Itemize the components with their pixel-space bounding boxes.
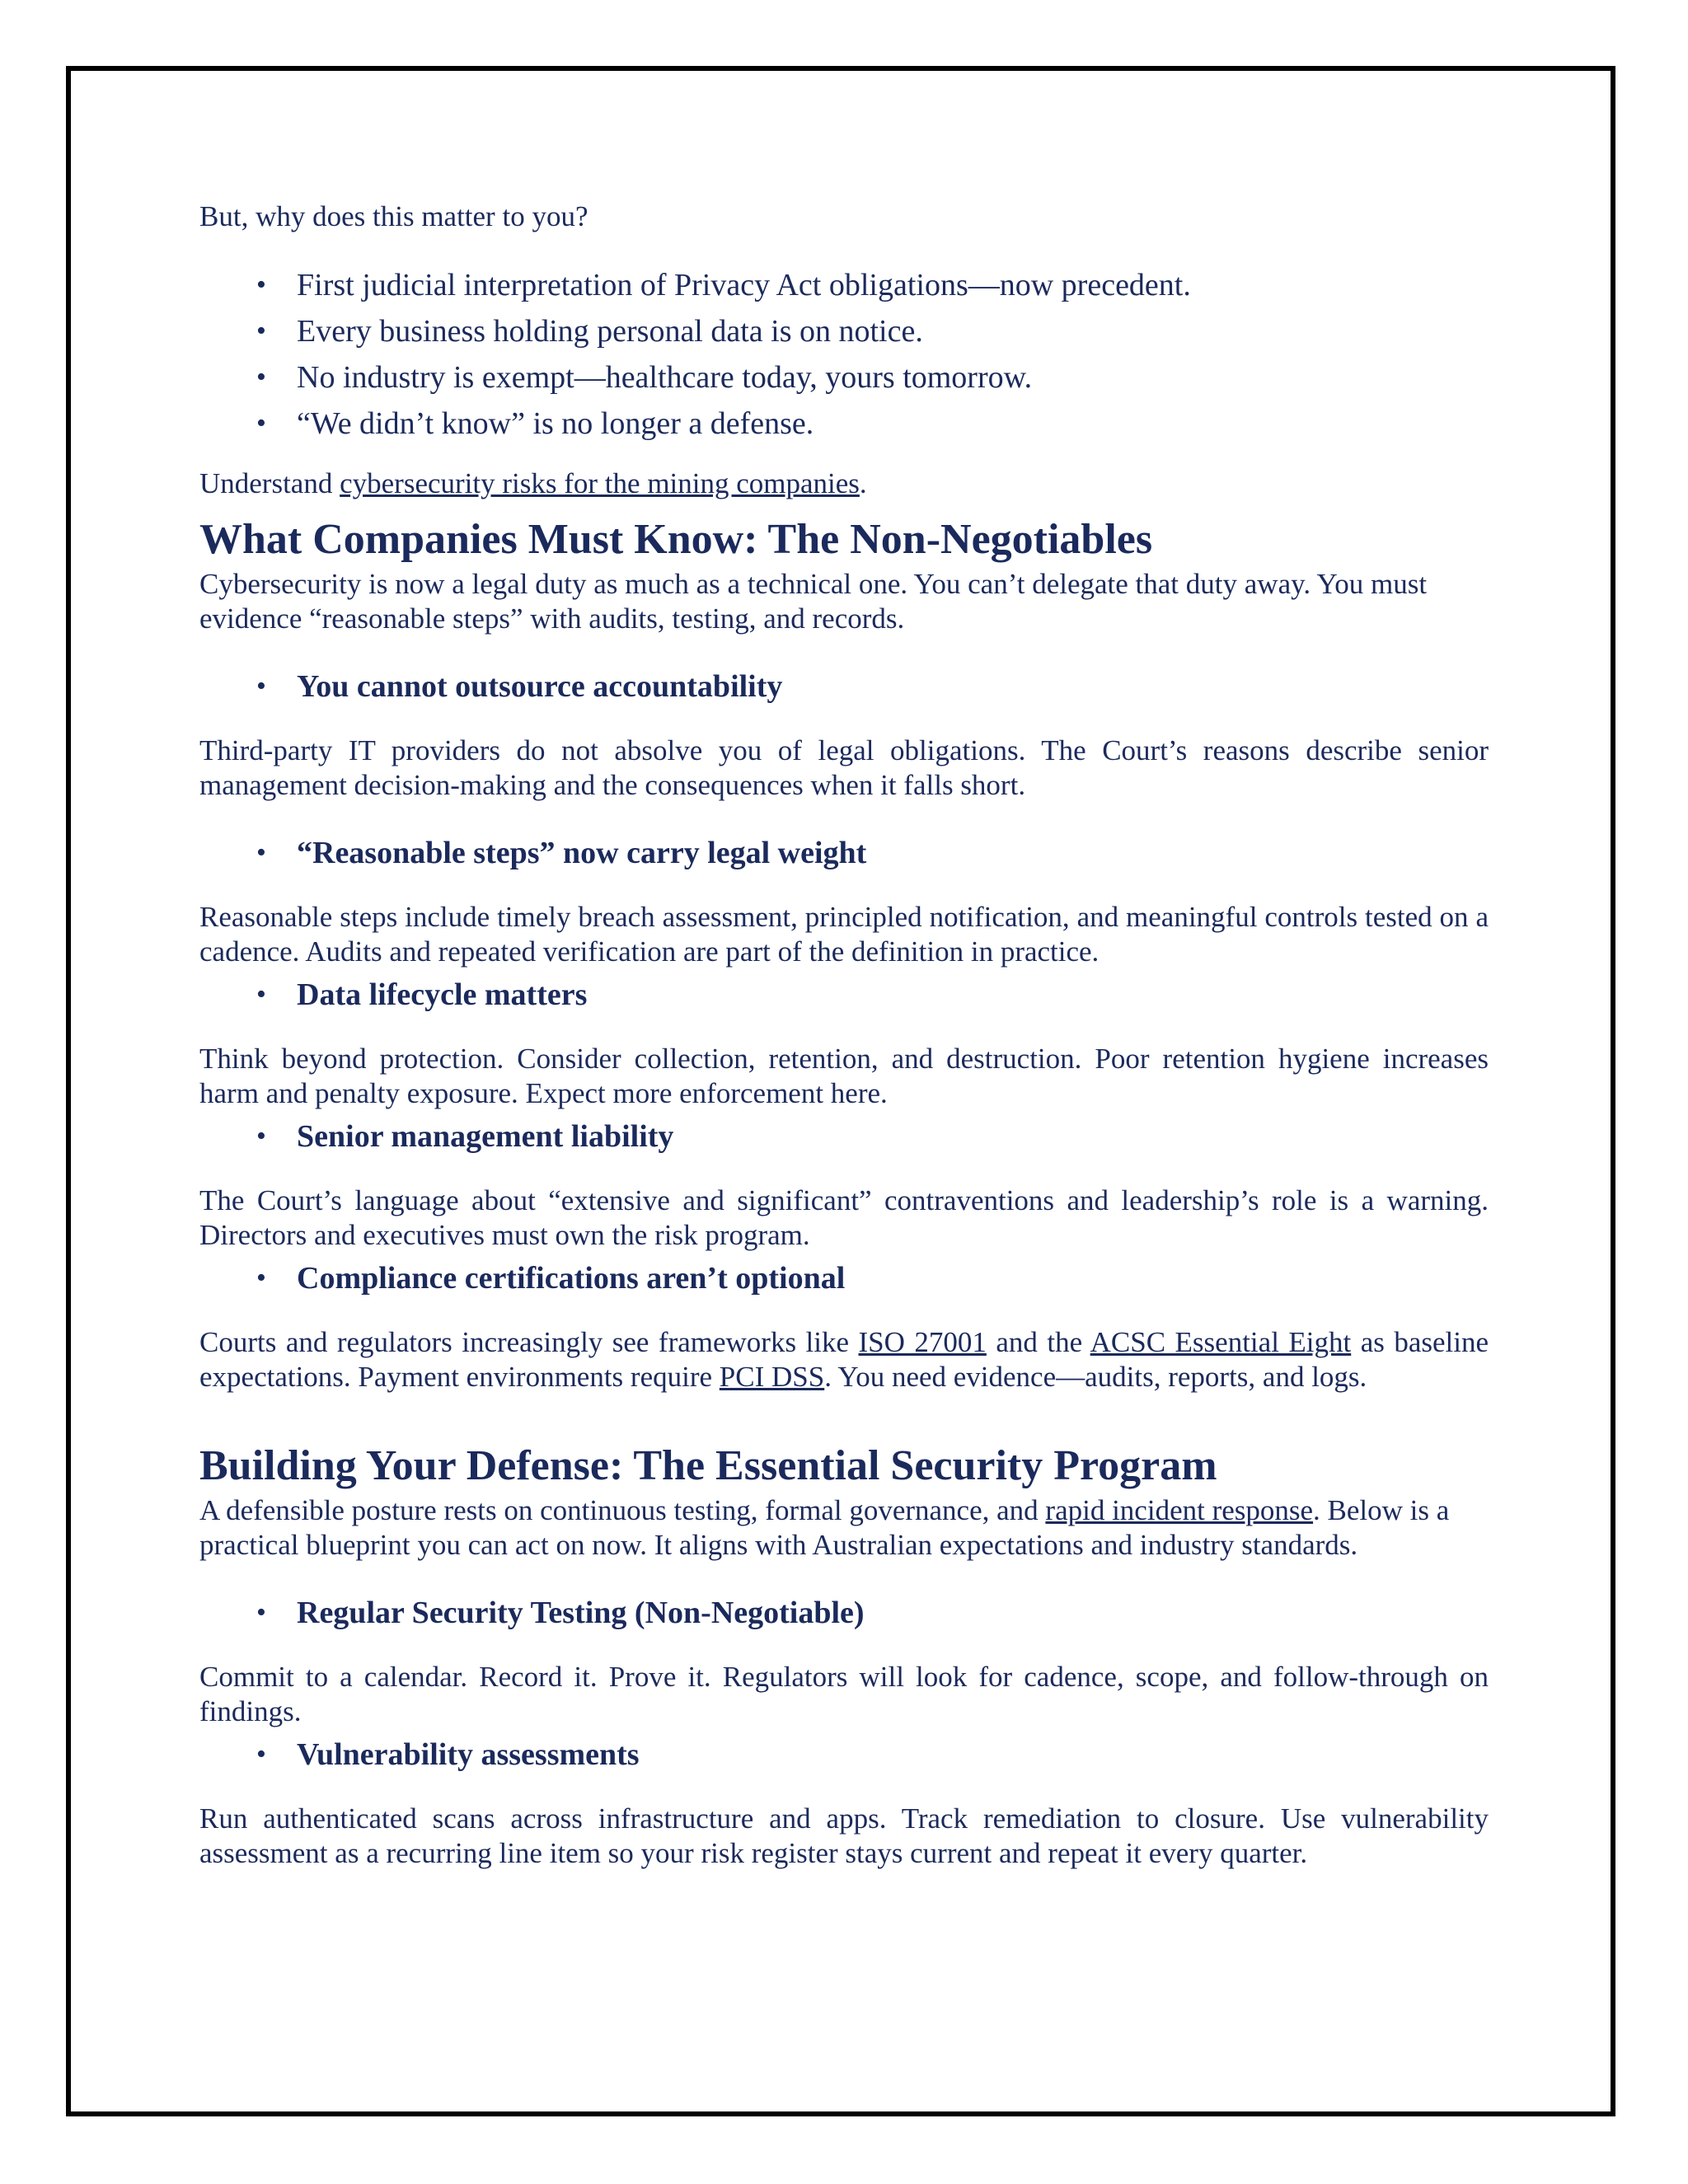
bold-bullet-item: • Regular Security Testing (Non-Negotiable) bbox=[199, 1591, 1489, 1635]
item-paragraph: Commit to a calendar. Record it. Prove it. Regulators will look for cadence, scope, and follow-through on findings. bbox=[199, 1661, 1489, 1727]
understand-line: Understand cybersecurity risks for the mining companies. bbox=[199, 467, 867, 499]
document-body bbox=[199, 188, 1489, 1871]
bullet-icon: • bbox=[256, 1263, 266, 1293]
bullet-icon: • bbox=[256, 671, 266, 701]
section-lead: Cybersecurity is now a legal duty as much as a technical one. You can’t delegate that duty away. You must evidence “reasonable steps” with audits, testing, and records. bbox=[199, 568, 1428, 635]
mining-risks-link[interactable]: cybersecurity risks for the mining companies bbox=[340, 467, 860, 499]
rapid-incident-response-link[interactable]: rapid incident response bbox=[1045, 1494, 1314, 1526]
bullet-icon: • bbox=[256, 1739, 266, 1769]
bullet-icon: • bbox=[256, 362, 266, 392]
bullet-icon: • bbox=[256, 408, 266, 438]
list-item: • First judicial interpretation of Privacy Act obligations—now precedent. bbox=[199, 262, 1489, 308]
bullet-icon: • bbox=[256, 316, 266, 346]
intro-text: But, why does this matter to you? bbox=[199, 200, 588, 232]
bullet-icon: • bbox=[256, 979, 266, 1010]
bold-bullet-item: • Senior management liability bbox=[199, 1114, 1489, 1159]
section-heading-defense: Building Your Defense: The Essential Security Program bbox=[199, 1442, 1217, 1489]
key-points-list bbox=[199, 262, 1489, 447]
iso-27001-link[interactable]: ISO 27001 bbox=[858, 1326, 987, 1358]
item-paragraph: Third-party IT providers do not absolve you of legal obligations. The Court’s reasons describe senior management decision-making and the consequences when it falls short. bbox=[199, 734, 1489, 801]
bullet-icon: • bbox=[256, 837, 266, 868]
bullet-icon: • bbox=[256, 1597, 266, 1628]
item-paragraph: Run authenticated scans across infrastructure and apps. Track remediation to closure. Use vulnerability assessment as a recurring line item so your risk register stays current and repeat it every quarter. bbox=[199, 1802, 1489, 1869]
item-paragraph: Reasonable steps include timely breach assessment, principled notification, and meaningful controls tested on a cadence. Audits and repeated verification are part of the definition in practice. bbox=[199, 901, 1489, 968]
bold-bullet-item: • Data lifecycle matters bbox=[199, 972, 1489, 1017]
pci-dss-link[interactable]: PCI DSS bbox=[719, 1361, 825, 1393]
acsc-essential-eight-link[interactable]: ACSC Essential Eight bbox=[1090, 1326, 1352, 1358]
item-paragraph: Think beyond protection. Consider collection, retention, and destruction. Poor retention hygiene increases harm and penalty exposure. Expect more enforcement here. bbox=[199, 1043, 1489, 1109]
list-item: • Every business holding personal data is on notice. bbox=[199, 308, 1489, 354]
section-lead: A defensible posture rests on continuous testing, formal governance, and rapid incident response. Below is a practical blueprint you can act on now. It aligns with Australian expectations and industry standards. bbox=[199, 1494, 1450, 1561]
bold-bullet-item: • You cannot outsource accountability bbox=[199, 664, 1489, 709]
item-paragraph: The Court’s language about “extensive and significant” contraventions and leadership’s role is a warning. Directors and executives must own the risk program. bbox=[199, 1184, 1489, 1251]
item-paragraph: Courts and regulators increasingly see frameworks like ISO 27001 and the ACSC Essential Eight as baseline expectations. Payment environments require PCI DSS. You need evidence—audits, reports, and logs. bbox=[199, 1326, 1489, 1393]
bullet-icon: • bbox=[256, 1121, 266, 1151]
bold-bullet-item: • Compliance certifications aren’t optional bbox=[199, 1256, 1489, 1301]
bold-bullet-item: • Vulnerability assessments bbox=[199, 1732, 1489, 1777]
list-item: • “We didn’t know” is no longer a defense. bbox=[199, 401, 1489, 447]
bullet-icon: • bbox=[256, 269, 266, 300]
section-heading-non-negotiables: What Companies Must Know: The Non-Negotiables bbox=[199, 516, 1153, 563]
list-item: • No industry is exempt—healthcare today, yours tomorrow. bbox=[199, 354, 1489, 401]
bold-bullet-item: • “Reasonable steps” now carry legal weight bbox=[199, 831, 1489, 875]
